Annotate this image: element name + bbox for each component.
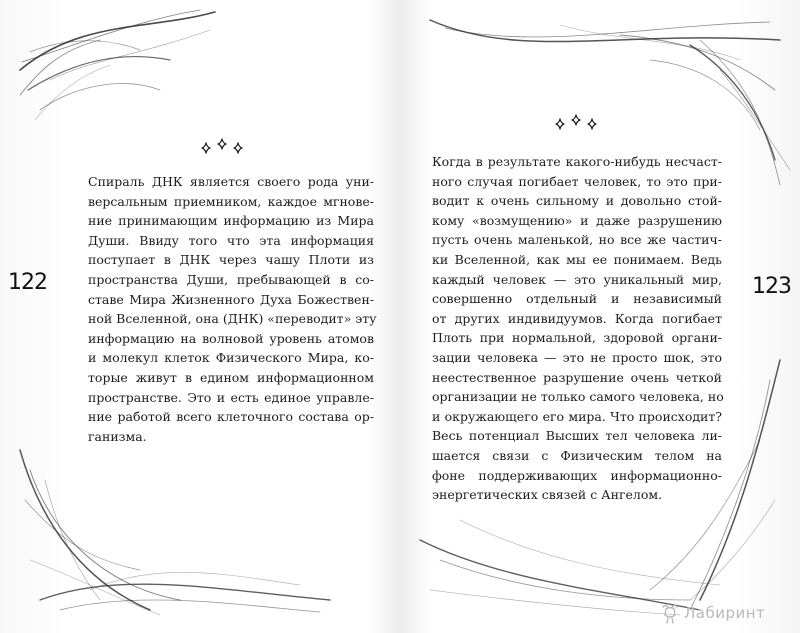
- labirint-watermark: [660, 600, 790, 626]
- watermark-text: Лабиринт: [684, 604, 766, 622]
- paragraph-line: пространстве. Это и есть единое управле-: [88, 389, 374, 405]
- page-number-right: 123: [752, 274, 791, 299]
- paragraph-line: торые живут в едином информационном: [88, 369, 374, 385]
- paragraph-line: ставе Мира Жизненного Духа Божествен-: [88, 291, 374, 307]
- page-number-left: 122: [8, 270, 47, 295]
- paragraph-line: и окружающего его мира. Что происходит?: [432, 408, 722, 424]
- paragraph-line: совершенно отдельный и независимый: [432, 291, 722, 307]
- paragraph-line: фоне поддерживающих информационно-: [432, 467, 722, 483]
- paragraph-line: ганизма.: [88, 428, 147, 444]
- paragraph-line: организации не только самого человека, но: [432, 389, 724, 405]
- left-page-paragraph: [88, 172, 377, 446]
- minotaur-logo-icon: [660, 602, 680, 624]
- paragraph-line: шается связи с Физическим телом на: [432, 447, 722, 463]
- paragraph-line: Весь потенциал Высших тел человека ли-: [432, 428, 722, 444]
- paragraph-line: зации человека — это не просто шок, это: [432, 349, 722, 365]
- paragraph-line: ной Вселенной, она (ДНК) «переводит» эту: [88, 311, 377, 327]
- paragraph-line: версальным приемником, каждое мгнове-: [88, 193, 374, 209]
- section-stars-ornament-left: [198, 138, 246, 158]
- paragraph-line: Когда в результате какого-нибудь несчаст-: [432, 154, 722, 169]
- paragraph-line: ки Вселенной, как мы ее понимаем. Ведь: [432, 251, 722, 267]
- right-page-paragraph: [432, 152, 722, 505]
- paragraph-line: поступает в ДНК через чашу Плоти из: [88, 252, 374, 268]
- paragraph-line: кому «возмущению» и даже разрушению: [432, 212, 722, 228]
- paragraph-line: энергетических связей с Ангелом.: [432, 487, 663, 503]
- paragraph-line: ного случая погибает человек, то это при-: [432, 173, 722, 189]
- paragraph-line: каждый человек — это уникальный мир,: [432, 271, 722, 287]
- paragraph-line: и молекул клеток Физического Мира, ко-: [88, 350, 374, 366]
- paragraph-line: водит к очень сильному и довольно стой-: [432, 193, 722, 209]
- paragraph-line: информацию на волновой уровень атомов: [88, 330, 374, 346]
- paragraph-line: Спираль ДНК является своего рода уни-: [88, 174, 374, 189]
- paragraph-line: Души. Ввиду того что эта информация: [88, 232, 374, 248]
- paragraph-line: пространства Души, пребывающей в со-: [88, 271, 374, 287]
- paragraph-line: пусть очень маленькой, но все же частич-: [432, 232, 722, 248]
- paragraph-line: ние работой всего клеточного состава ор-: [88, 409, 374, 425]
- paragraph-line: ние принимающим информацию из Мира: [88, 213, 374, 229]
- paragraph-line: неестественное разрушение очень четкой: [432, 369, 722, 385]
- paragraph-line: от других индивидуумов. Когда погибает: [432, 310, 722, 326]
- section-stars-ornament-right: [552, 114, 600, 134]
- paragraph-line: Плоть при нормальной, здоровой органи-: [432, 330, 722, 346]
